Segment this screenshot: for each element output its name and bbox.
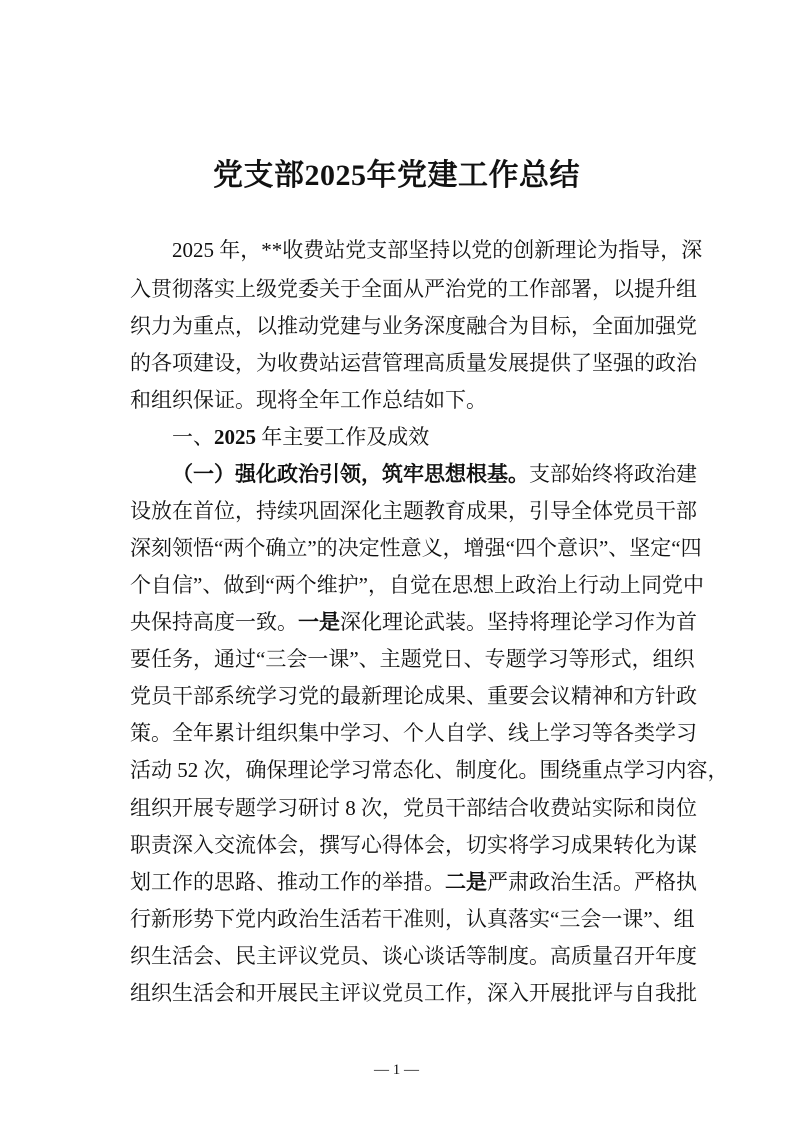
text-line <box>130 386 664 414</box>
text-segment: 深化理论武装。坚持将理论学习作为首 <box>340 610 697 634</box>
text-segment: 一、 <box>172 425 214 449</box>
text-segment: 深刻领悟“两个确立”的决定性意义，增强“四个意识”、坚定“四 <box>130 536 702 560</box>
text-line <box>130 868 697 896</box>
text-segment: 组织生活会和开展民主评议党员工作，深入开展批评与自我批 <box>130 981 697 1005</box>
bold-text: 一是 <box>298 610 340 634</box>
text-segment: 策。全年累计组织集中学习、个人自学、线上学习等各类学习 <box>130 721 697 745</box>
text-line <box>130 645 695 673</box>
text-segment: 2025 年，**收费站党支部坚持以党的创新理论为指导，深 <box>172 238 703 262</box>
text-segment: 行新形势下党内政治生活若干准则，认真落实“三会一课”、组 <box>130 907 695 931</box>
text-line <box>130 756 729 784</box>
text-line <box>172 236 703 264</box>
text-line <box>130 794 697 822</box>
text-segment: 组织开展专题学习研讨 8 次，党员干部结合收费站实际和岗位 <box>130 796 697 820</box>
bold-text: （一）强化政治引领，筑牢思想根基。 <box>172 462 529 486</box>
text-segment: 活动 52 次，确保理论学习常态化、制度化。围绕重点学习内容， <box>130 758 729 782</box>
text-line <box>130 571 704 599</box>
text-line <box>130 349 697 377</box>
text-line <box>130 312 697 340</box>
text-line <box>172 460 697 488</box>
text-line <box>130 942 697 970</box>
text-segment: 划工作的思路、推动工作的举措。 <box>130 870 445 894</box>
text-line <box>130 608 697 636</box>
document-title: 党支部2025年党建工作总结 <box>213 159 580 192</box>
text-segment: 要任务，通过“三会一课”、主题党日、专题学习等形式，组织 <box>130 647 695 671</box>
text-segment: 年主要工作及成效 <box>256 425 430 449</box>
text-line <box>130 682 697 710</box>
text-line <box>130 275 697 303</box>
text-segment: 入贯彻落实上级党委关于全面从严治党的工作部署，以提升组 <box>130 277 697 301</box>
bold-text: 二是 <box>445 870 487 894</box>
text-segment: 和组织保证。现将全年工作总结如下。 <box>130 388 487 412</box>
text-line <box>130 979 697 1007</box>
text-line <box>130 831 697 859</box>
page-number: — 1 — <box>374 1062 419 1078</box>
text-segment: 织生活会、民主评议党员、谈心谈话等制度。高质量召开年度 <box>130 944 697 968</box>
bold-text: 2025 <box>214 425 256 449</box>
text-segment: 的各项建设，为收费站运营管理高质量发展提供了坚强的政治 <box>130 351 697 375</box>
text-segment: 党员干部系统学习党的最新理论成果、重要会议精神和方针政 <box>130 684 697 708</box>
text-segment: 职责深入交流体会，撰写心得体会，切实将学习成果转化为谋 <box>130 833 697 857</box>
text-line <box>130 905 695 933</box>
text-line <box>130 497 697 525</box>
text-segment: 个自信”、做到“两个维护”，自觉在思想上政治上行动上同党中 <box>130 573 704 597</box>
text-segment: 央保持高度一致。 <box>130 610 298 634</box>
text-segment: 织力为重点，以推动党建与业务深度融合为目标，全面加强党 <box>130 314 697 338</box>
text-segment: 严肃政治生活。严格执 <box>487 870 697 894</box>
text-segment: 设放在首位，持续巩固深化主题教育成果，引导全体党员干部 <box>130 499 697 523</box>
text-line <box>130 534 702 562</box>
section-heading <box>172 423 664 451</box>
text-segment: 支部始终将政治建 <box>529 462 697 486</box>
text-line <box>130 719 697 747</box>
